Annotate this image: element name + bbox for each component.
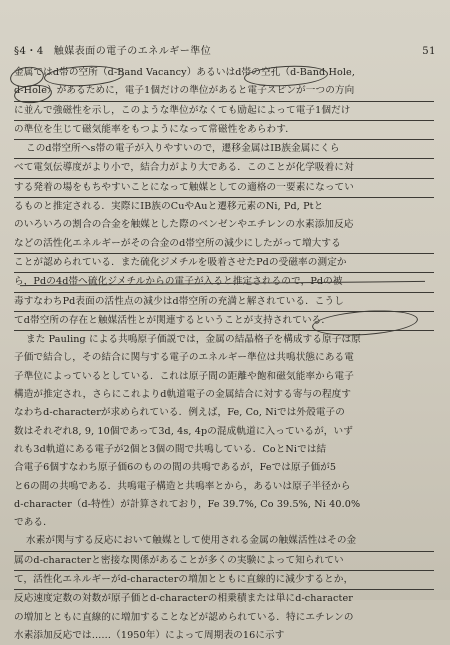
text-line: 子準位によっているとしている．これは原子間の距離や飽和磁気能率から電子 <box>14 370 354 382</box>
text-line: に並んで強磁性を示し，このような準位がなくても励起によって電子1個だけ <box>14 102 434 121</box>
text-line: べて電気伝導度がより小で，結合力がより大である．このことが化学吸着に対 <box>14 159 434 178</box>
text-line: また Pauling による共鳴原子価説では，金属の結晶格子を構成する原子は原 <box>26 334 361 346</box>
text-line: なわちd-characterが求められている．例えば，Fe, Co, Niでは外殻電子の <box>14 407 345 419</box>
text-line: 構造が推定され，さらにこれよりd軌道電子の金属結合に対する寄与の程度す <box>14 389 352 401</box>
text-line: のいろいろの割合の合金を触媒とした際のベンゼンやエチレンの水素添加反応 <box>14 219 354 231</box>
text-line: 水素添加反応では……（1950年）によって周期表の16に示す <box>14 629 285 641</box>
text-line: 水素が関与する反応において触媒として使用される金属の触媒活性はその金 <box>14 532 434 551</box>
text-line: 属のd-characterと密接な関係があることが多くの実験によって知られてい <box>14 552 434 571</box>
text-line: する発着の場をもちやすいことになって触媒としての適格の一要素になってい <box>14 179 434 198</box>
text-line: である． <box>14 517 53 529</box>
chapter-title: 触媒表面の電子のエネルギー準位 <box>53 46 212 57</box>
text-line: 毒すなわちPd表面の活性点の減少はd帯空所の充満と解されている．こうし <box>14 293 434 312</box>
page-number: 51 <box>422 46 436 57</box>
text-line: れも3d軌道にある電子が2個と3個の間で共鳴している．CoとNiでは結 <box>14 443 327 455</box>
text-line: などの活性化エネルギーがその合金のd帯空所の減少にしたがって増大する <box>14 235 434 254</box>
text-line: と6の間の共鳴である．共鳴電子構造と共鳴率とから，あるいは原子半径から <box>14 480 351 492</box>
text-line: ことが認められている．また硫化ジメチルを吸着させたPdの受磁率の測定か <box>14 254 434 273</box>
text-line: 子価で結合し，その結合に関与する電子のエネルギー準位は共鳴状態にある電 <box>14 352 354 364</box>
text-line: 金属ではd帯の空所（d-Band Vacancy）あるいはd帯の空孔（d-Band Hole, <box>14 67 356 78</box>
running-head-left <box>14 42 211 57</box>
text-line: てd帯空所の存在と触媒活性とが関連するということが支持されている． <box>14 312 434 331</box>
text-line: て，活性化エネルギーがd-characterの増加とともに直線的に減少するとか， <box>14 571 434 590</box>
text-line: d-Hole）があるために，電子1個だけの準位があると電子スピンが一つの方向 <box>14 82 434 101</box>
text-line: の準位を生じて磁気能率をもつようになって常磁性をあらわす． <box>14 121 434 140</box>
text-line: の増加とともに直線的に増加することなどが認められている．特にエチレンの <box>14 611 354 623</box>
text-line: 合電子6個すなわち原子価6のものの間の共鳴であるが，Feでは原子価が5 <box>14 462 337 474</box>
text-line: るものと推定される．実際にIB族のCuやAuと遷移元素のNi, Pd, Ptと <box>14 201 324 213</box>
body-text <box>14 64 434 645</box>
running-head <box>14 42 436 57</box>
text-line: このd帯空所へs帯の電子が入りやすいので，遷移金属はIB族金属にくら <box>14 140 434 159</box>
text-line: d-character（d-特性）が計算されており，Fe 39.7%, Co 39.5%, Ni 40.0% <box>14 498 361 510</box>
section-number: §4・4 <box>14 46 44 57</box>
text-line: ら，Pdの4d帯へ硫化ジメチルからの電子が入ると推定されるので，Pdの被 <box>14 273 434 292</box>
text-line: 数はそれぞれ8, 9, 10個であって3d, 4s, 4pの混成軌道に入っているが，いず <box>14 425 353 437</box>
text-line: 反応速度定数の対数が原子価とd-characterの相乗積または単にd-character <box>14 593 353 605</box>
